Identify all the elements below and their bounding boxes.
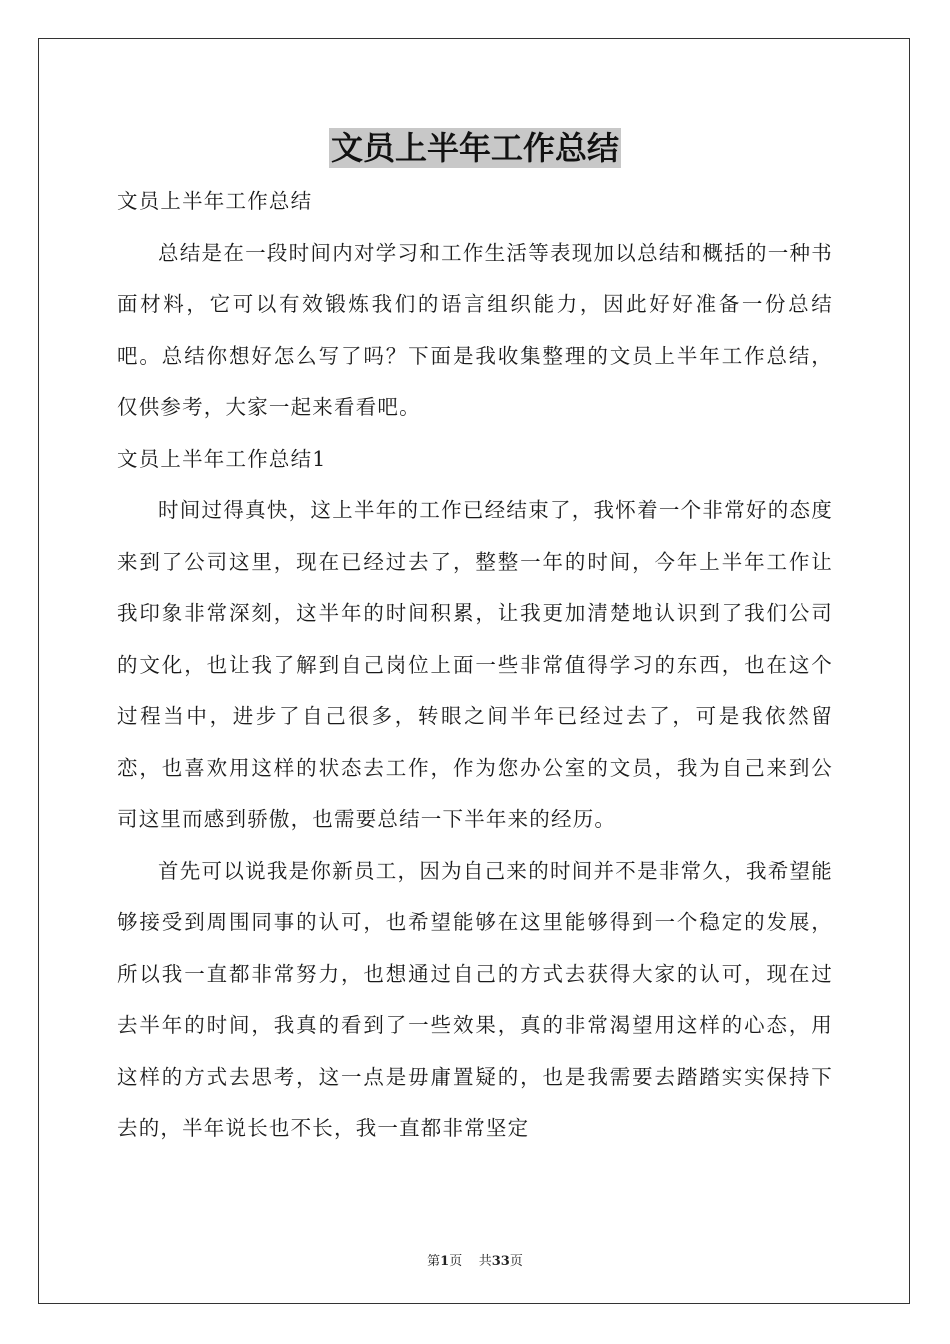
title-wrap bbox=[0, 128, 950, 168]
page-number: 1 bbox=[440, 1254, 450, 1269]
body-paragraph: 总结是在一段时间内对学习和工作生活等表现加以总结和概括的一种书面材料，它可以有效锻炼我们的语言组织能力，因此好好准备一份总结吧。总结你想好怎么写了吗？下面是我收集整理的文员上半年工作总结，仅供参考，大家一起来看看吧。 bbox=[117, 240, 833, 419]
section-heading: 文员上半年工作总结1 bbox=[117, 446, 327, 471]
total-pages: 33 bbox=[491, 1254, 510, 1269]
total-prefix: 共 bbox=[478, 1254, 492, 1269]
section-heading: 文员上半年工作总结 bbox=[117, 189, 313, 213]
document-title: 文员上半年工作总结 bbox=[330, 129, 619, 167]
page-suffix: 页 bbox=[449, 1254, 463, 1269]
total-suffix: 页 bbox=[509, 1254, 523, 1269]
body-paragraph: 首先可以说我是你新员工，因为自己来的时间并不是非常久，我希望能够接受到周围同事的认可，也希望能够在这里能够得到一个稳定的发展，所以我一直都非常努力，也想通过自己的方式去获得大家的认可，现在过去半年的时间，我真的看到了一些效果，真的非常渴望用这样的心态，用这样的方式去思考，这一点是毋庸置疑的，也是我需要去踏踏实实保持下去的，半年说长也不长，我一直都非常坚定 bbox=[117, 858, 833, 1140]
page-footer bbox=[0, 1250, 950, 1269]
page-prefix: 第 bbox=[427, 1254, 441, 1269]
document-body bbox=[117, 176, 833, 1155]
body-paragraph: 时间过得真快，这上半年的工作已经结束了，我怀着一个非常好的态度来到了公司这里，现在已经过去了，整整一年的时间，今年上半年工作让我印象非常深刻，这半年的时间积累，让我更加清楚地认识到了我们公司的文化，也让我了解到自己岗位上面一些非常值得学习的东西，也在这个过程当中，进步了自己很多，转眼之间半年已经过去了，可是我依然留恋，也喜欢用这样的状态去工作，作为您办公室的文员，我为自己来到公司这里而感到骄傲，也需要总结一下半年来的经历。 bbox=[117, 498, 833, 831]
